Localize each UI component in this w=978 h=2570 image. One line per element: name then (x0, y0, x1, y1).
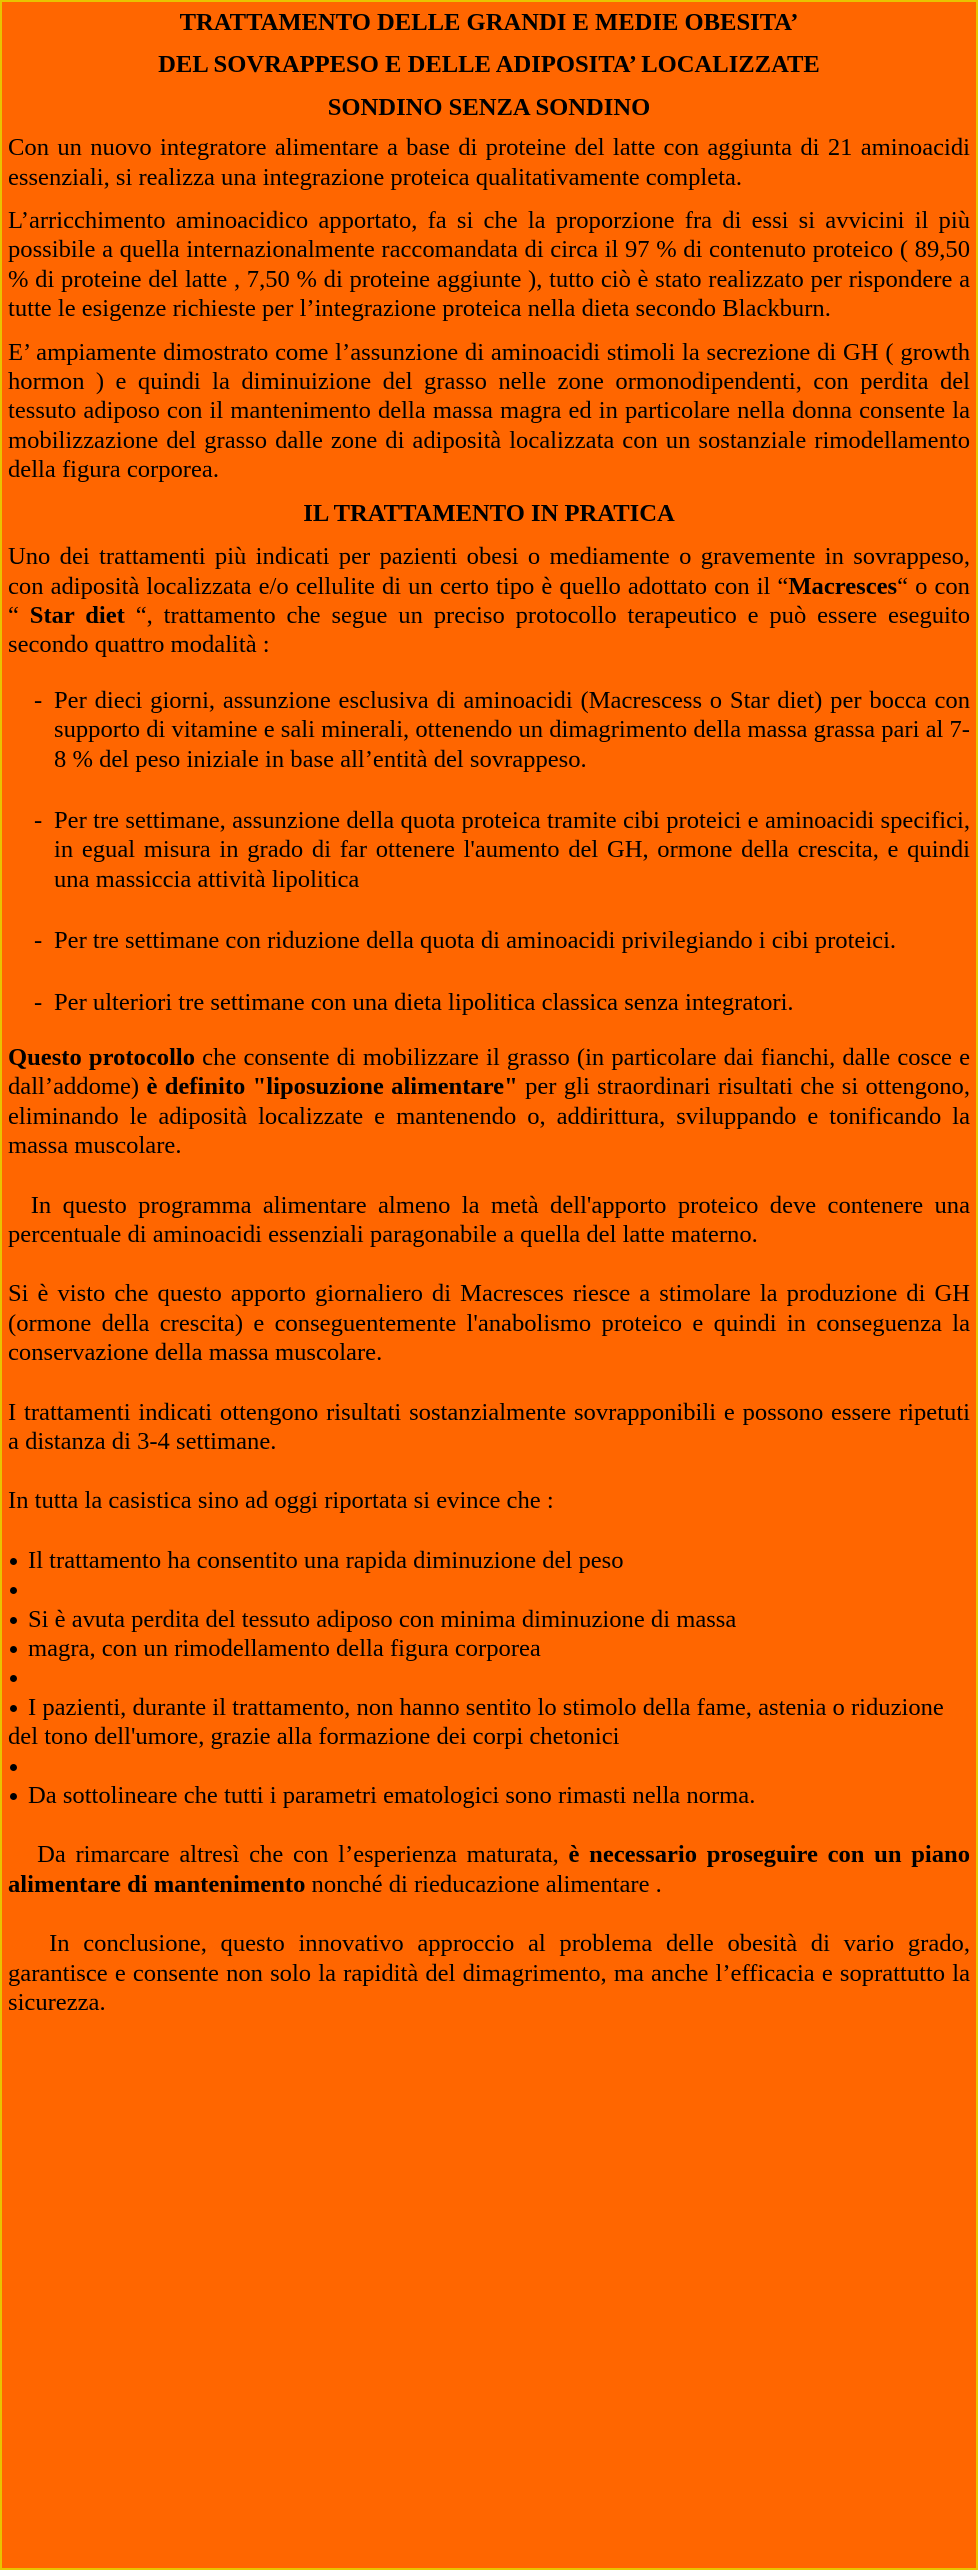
list-item (8, 806, 970, 894)
bullet-dot-icon (10, 1705, 17, 1712)
results-list (8, 1546, 970, 1811)
casistica-paragraph: In tutta la casistica sino ad oggi riportata si evince che : (8, 1487, 554, 1515)
dash-marker: - (34, 927, 43, 955)
bullet-text: Il trattamento ha consentito una rapida diminuzione del peso (28, 1546, 624, 1574)
dash-marker: - (34, 686, 43, 714)
mode-text: Per tre settimane con riduzione della quota di aminoacidi privilegiando i cibi proteici. (54, 927, 897, 955)
practice-bold-macresces: Macresces (788, 572, 898, 600)
remark-text-1: Da rimarcare altresì che con l’esperienza maturata, (8, 1841, 569, 1869)
list-item (8, 1693, 970, 1752)
section-heading: IL TRATTAMENTO IN PRATICA (303, 499, 675, 527)
bullet-text: Si è avuta perdita del tessuto adiposo con minima diminuzione di massa (28, 1605, 737, 1633)
title-line-3: SONDINO SENZA SONDINO (327, 93, 651, 121)
dash-marker: - (34, 806, 43, 834)
title-line-1: TRATTAMENTO DELLE GRANDI E MEDIE OBESITA’ (179, 9, 799, 36)
protocol-bold-1: Questo protocollo (8, 1043, 196, 1071)
list-item (8, 686, 970, 774)
bullet-dot-icon (10, 1646, 17, 1653)
document-title (8, 8, 970, 122)
program-paragraph: In questo programma alimentare almeno la metà dell'apporto proteico deve contenere una percentuale di aminoacidi essenziali paragonabile a quella del latte materno. (8, 1191, 977, 1248)
bullet-dot-icon (10, 1617, 17, 1624)
macresces-paragraph: Si è visto che questo apporto giornaliero di Macresces riesce a stimolare la produzione di GH (ormone della crescita) e conseguentemente l'anabolismo proteico e quindi in conseguenza la conservazione della massa muscolare. (8, 1280, 970, 1367)
list-item (8, 1752, 970, 1781)
list-item (8, 1781, 970, 1810)
intro-paragraph-2: L’arricchimento aminoacidico apportato, fa si che la proporzione fra di essi si avvicini il più possibile a quella internazionalmente raccomandata di circa il 97 % di contenuto proteico ( 89,50 % di proteine del latte , 7,50 % di proteine aggiunte ), tutto ciò è stato realizzato per rispondere a tutte le esigenze richieste per l’integrazione proteica nella dieta secondo Blackburn. (8, 207, 970, 323)
modes-list (8, 686, 970, 1017)
bullet-dot-icon (10, 1587, 17, 1594)
list-item (8, 1546, 970, 1575)
list-item (8, 1605, 970, 1634)
bullet-text: I pazienti, durante il trattamento, non hanno sentito lo stimolo della fame, astenia o riduzione del tono dell'umore, grazie alla formazione dei corpi chetonici (8, 1693, 944, 1751)
bullet-dot-icon (10, 1793, 17, 1800)
list-item (8, 926, 970, 955)
mode-text: Per dieci giorni, assunzione esclusiva di aminoacidi (Macrescess o Star diet) per bocca con supporto di vitamine e sali minerali, ottenendo un dimagrimento della massa grassa pari al 7-8 % del peso iniziale in base all’entità del sovrappeso. (54, 686, 970, 773)
protocol-bold-2: è definito "liposuzione alimentare" (146, 1073, 518, 1101)
title-line-2: DEL SOVRAPPESO E DELLE ADIPOSITA’ LOCALIZZATE (158, 51, 820, 79)
bullet-text: Da sottolineare che tutti i parametri ematologici sono rimasti nella norma. (28, 1782, 756, 1810)
bullet-dot-icon (10, 1764, 17, 1771)
practice-text-2: “ o con “ (8, 572, 970, 629)
protocol-paragraph (8, 1043, 970, 1161)
list-item (8, 1663, 970, 1692)
list-item (8, 988, 970, 1017)
practice-paragraph (8, 542, 970, 660)
bullet-dot-icon (10, 1675, 17, 1682)
remark-bold: è necessario proseguire con un piano alimentare di mantenimento (8, 1841, 977, 1898)
dash-marker: - (34, 988, 43, 1016)
repeat-paragraph: I trattamenti indicati ottengono risultati sostanzialmente sovrapponibili e possono essere ripetuti a distanza di 3-4 settimane. (8, 1398, 970, 1456)
practice-text-1: Uno dei trattamenti più indicati per pazienti obesi o mediamente o gravemente in sovrappeso, con adiposità localizzata e/o cellulite di un certo tipo è quello adottato con il “ (8, 543, 970, 600)
bullet-text: magra, con un rimodellamento della figura corporea (28, 1635, 541, 1663)
intro-paragraph-1: Con un nuovo integratore alimentare a base di proteine del latte con aggiunta di 21 aminoacidi essenziali, si realizza una integrazione proteica qualitativamente completa. (8, 134, 970, 191)
list-item (8, 1575, 970, 1604)
practice-bold-star-diet: Star diet (18, 601, 136, 629)
bullet-dot-icon (10, 1558, 17, 1565)
remark-paragraph (8, 1840, 977, 1899)
list-item (8, 1634, 970, 1663)
intro-paragraph-3: E’ ampiamente dimostrato come l’assunzione di aminoacidi stimoli la secrezione di GH ( growth hormon ) e quindi la diminuizione del grasso nelle zone ormonodipendenti, con perdita del tessuto adiposo con il mantenimento della massa magra ed in particolare nella donna consente la mobilizzazione del grasso dalle zone di adiposità localizzata con un sostanziale rimodellamento della figura corporea. (8, 338, 970, 484)
conclusion-paragraph: In conclusione, questo innovativo approccio al problema delle obesità di vario grado, garantisce e consente non solo la rapidità del dimagrimento, ma anche l’efficacia e soprattutto la sicurezza. (8, 1930, 977, 2017)
mode-text: Per ulteriori tre settimane con una dieta lipolitica classica senza integratori. (54, 988, 794, 1016)
protocol-text-2: per gli straordinari risultati che si ottengono, eliminando le adiposità localizzate e mantenendo o, addirittura, sviluppando e tonificando la massa muscolare. (8, 1073, 971, 1160)
practice-text-3: “, trattamento che segue un preciso protocollo terapeutico e può essere eseguito secondo quattro modalità : (8, 601, 970, 659)
mode-text: Per tre settimane, assunzione della quota proteica tramite cibi proteici e aminoacidi specifici, in egual misura in grado di far ottenere l'aumento del GH, ormone della crescita, e quindi una massiccia attività lipolitica (54, 806, 970, 893)
remark-text-2: nonché di rieducazione alimentare . (305, 1870, 662, 1898)
protocol-text-1: che consente di mobilizzare il grasso (in particolare dai fianchi, dalle cosce e dall’addome) (8, 1043, 970, 1101)
